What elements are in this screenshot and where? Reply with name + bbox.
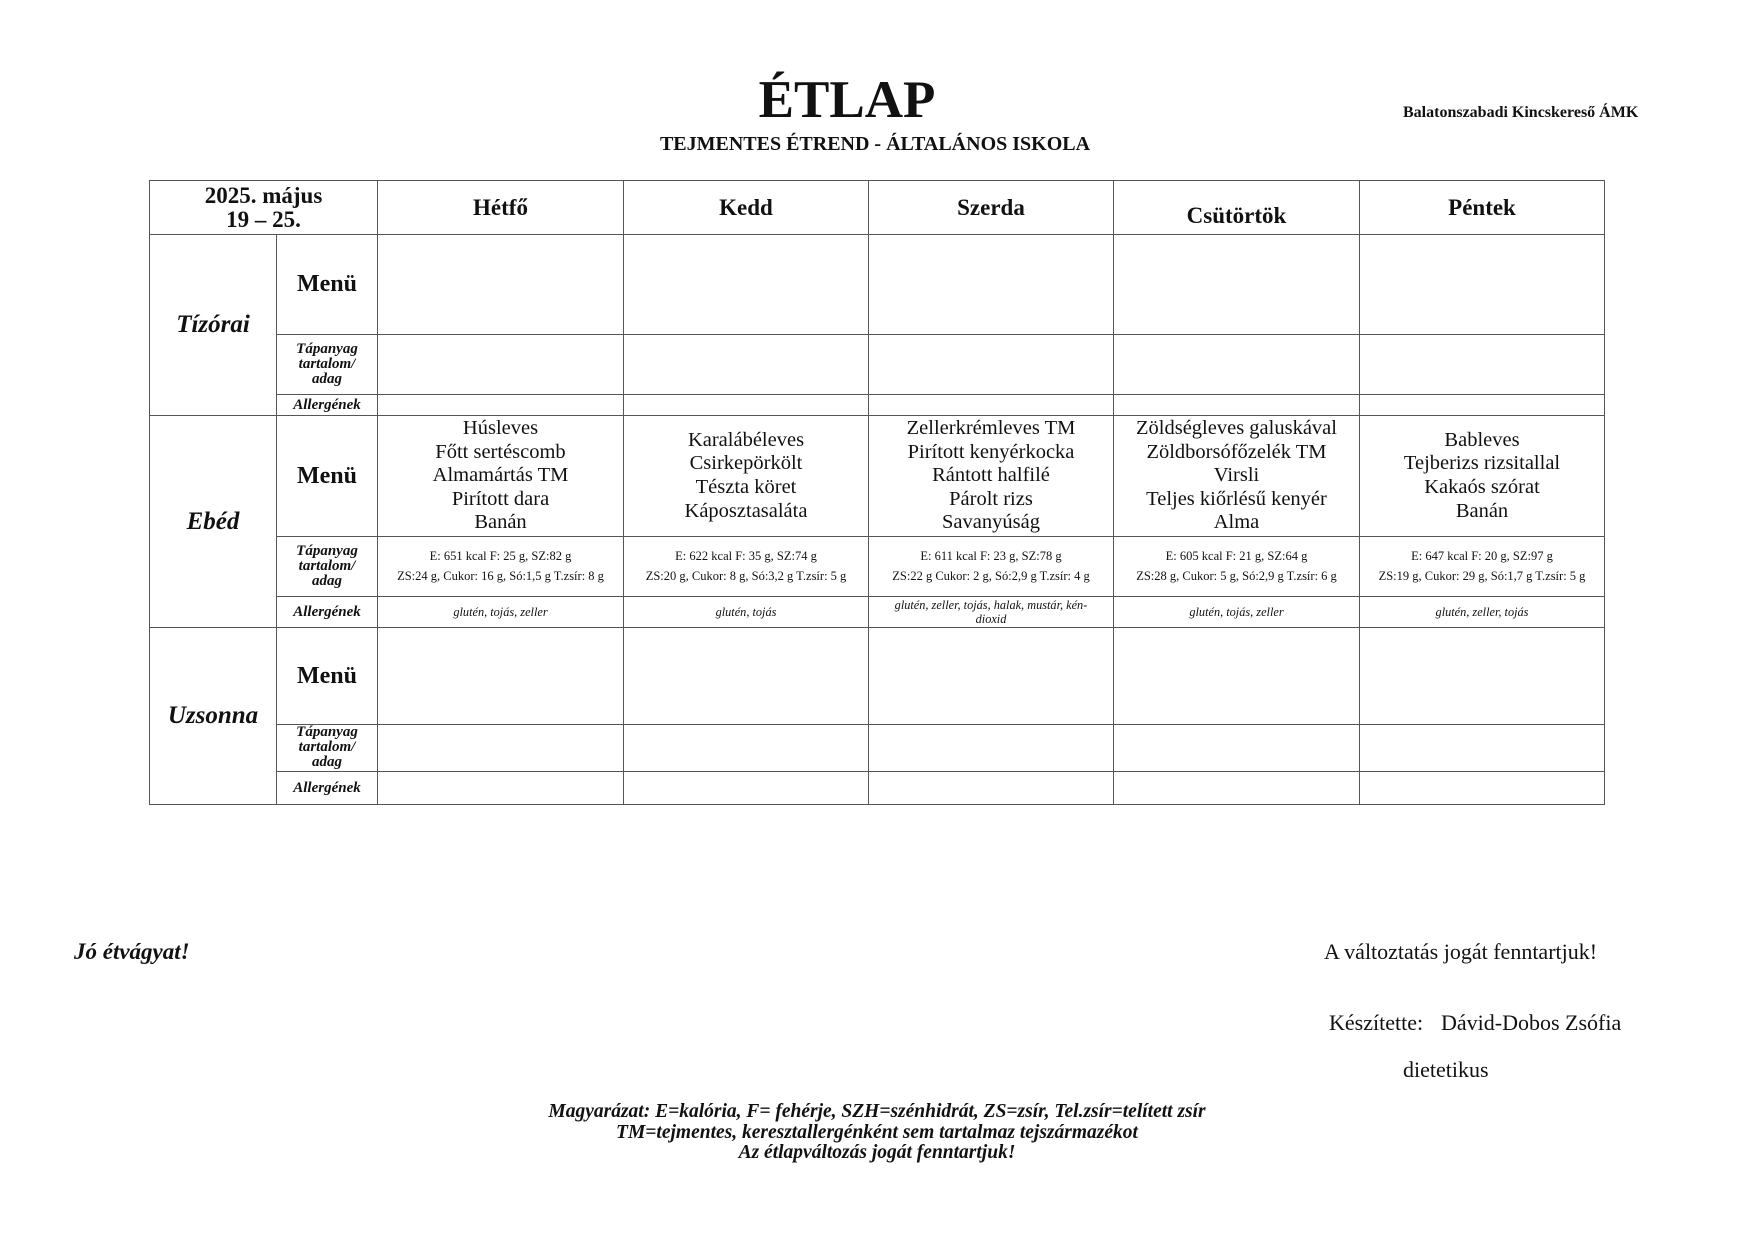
menu-cell (869, 628, 1114, 725)
header-row (150, 181, 1605, 235)
menu-item: Tészta köret (695, 476, 797, 498)
nutrients-cell (869, 537, 1114, 597)
table-row (150, 416, 1605, 537)
menu-cell (869, 235, 1114, 335)
day-label: Szerda (957, 194, 1025, 220)
menu-item: Teljes kiőrlésű kenyér (1146, 487, 1327, 510)
allergens-cell (1360, 772, 1605, 805)
menu-item: Alma (1213, 511, 1260, 534)
nutrients-cell (1360, 725, 1605, 772)
prepared-by-role: dietetikus (1403, 1057, 1489, 1082)
menu-cell (378, 416, 624, 537)
month-label: 2025. május (204, 183, 323, 208)
meal-name-morning-snack: Tízórai (150, 235, 277, 416)
document-subtitle: TEJMENTES ÉTREND - ÁLTALÁNOS ISKOLA (659, 133, 1091, 155)
menu-item: Kakaós szórat (1424, 476, 1540, 498)
menu-item: Zöldborsófőzelék TM (1146, 440, 1327, 463)
row-label-allergens-cell (277, 772, 378, 805)
table-row (150, 395, 1605, 416)
day-header-monday (378, 181, 624, 235)
nutrients-cell (624, 537, 869, 597)
row-label-menu: Menü (297, 462, 357, 489)
meal-name-lunch: Ebéd (150, 416, 277, 628)
legend-line: Az étlapváltozás jogát fenntartjuk! (738, 1142, 1016, 1163)
day-header-tuesday (624, 181, 869, 235)
nutrients-cell (378, 335, 624, 395)
allergens-cell (378, 395, 624, 416)
day-label: Hétfő (473, 194, 528, 220)
nutrient-line: E: 605 kcal F: 21 g, SZ:64 g (1165, 549, 1308, 563)
row-label-menu: Menü (297, 271, 357, 297)
row-label-menu-cell (277, 235, 378, 335)
menu-item: Virsli (1213, 464, 1260, 487)
menu-item: Almamártás TM (432, 464, 569, 487)
menu-item: Savanyúság (942, 511, 1040, 534)
row-label-allergens: Allergének (293, 780, 361, 796)
menu-item: Káposztasaláta (684, 499, 808, 522)
nutrients-cell (378, 537, 624, 597)
nutrients-cell (1114, 335, 1360, 395)
row-label-nutrients: Tápanyag tartalom/ adag (296, 340, 358, 387)
nutrient-line: E: 611 kcal F: 23 g, SZ:78 g (920, 549, 1062, 563)
row-label-menu-cell (277, 628, 378, 725)
nutrient-line: E: 622 kcal F: 35 g, SZ:74 g (675, 549, 817, 563)
menu-cell (378, 235, 624, 335)
nutrient-line: ZS:28 g, Cukor: 5 g, Só:2,9 g T.zsír: 6 g (1136, 568, 1337, 583)
allergens-cell (869, 772, 1114, 805)
menu-cell (1114, 235, 1360, 335)
menu-cell (1114, 628, 1360, 725)
row-label-nutrients-cell (277, 725, 378, 772)
menu-item: Csirkepörkölt (689, 452, 803, 475)
menu-item: Zellerkrémleves TM (906, 417, 1076, 440)
menu-cell (869, 416, 1114, 537)
abbreviation-legend (300, 1102, 1454, 1164)
menu-item: Karalábéleves (687, 428, 805, 451)
allergens-cell (624, 772, 869, 805)
day-header-wednesday (869, 181, 1114, 235)
nutrients-cell (378, 725, 624, 772)
menu-item: Tejberizs rizsitallal (1403, 452, 1561, 475)
nutrients-cell (624, 335, 869, 395)
nutrients-cell (869, 335, 1114, 395)
row-label-nutrients: Tápanyag tartalom/ adag (296, 542, 358, 589)
nutrients-cell (869, 725, 1114, 772)
date-range-cell (150, 181, 378, 235)
allergens-cell: glutén, tojás, zeller (1114, 597, 1360, 628)
menu-cell (378, 628, 624, 725)
nutrient-line: ZS:24 g, Cukor: 16 g, Só:1,5 g T.zsír: 8 g (397, 568, 604, 583)
legend-line: TM=tejmentes, keresztallergénként sem tartalmaz tejszármazékot (616, 1121, 1138, 1143)
row-label-nutrients-cell (277, 335, 378, 395)
nutrient-line: E: 651 kcal F: 25 g, SZ:82 g (429, 549, 572, 563)
menu-cell (1360, 628, 1605, 725)
nutrients-cell (1114, 725, 1360, 772)
legend-line: Magyarázat: E=kalória, F= fehérje, SZH=szénhidrát, ZS=zsír, Tel.zsír=telített zsír (548, 1101, 1206, 1122)
row-label-nutrients-cell (277, 537, 378, 597)
row-label-allergens: Allergének (293, 604, 361, 620)
nutrients-cell (1360, 335, 1605, 395)
greeting-text: Jó étvágyat! (74, 939, 190, 964)
nutrient-line: E: 647 kcal F: 20 g, SZ:97 g (1411, 549, 1553, 563)
prepared-by-name: Dávid-Dobos Zsófia (1441, 1010, 1622, 1035)
day-label: Péntek (1448, 194, 1516, 220)
prepared-by-label: Készítette: (1329, 1010, 1424, 1035)
row-label-allergens-cell (277, 395, 378, 416)
allergens-cell (869, 395, 1114, 416)
menu-cell (1114, 416, 1360, 537)
allergens-cell: glutén, zeller, tojás, halak, mustár, kén-dioxid (869, 597, 1114, 628)
menu-cell (624, 235, 869, 335)
menu-item: Pirított kenyérkocka (907, 440, 1075, 463)
nutrients-cell (624, 725, 869, 772)
allergens-cell: glutén, tojás, zeller (378, 597, 624, 628)
menu-cell (1360, 416, 1605, 537)
date-range: 19 – 25. (226, 206, 301, 232)
allergens-cell: glutén, zeller, tojás (1360, 597, 1605, 628)
weekly-menu-table (149, 180, 1605, 805)
nutrient-line: ZS:19 g, Cukor: 29 g, Só:1,7 g T.zsír: 5 g (1378, 568, 1586, 583)
table-row (150, 597, 1605, 628)
allergens-cell (1114, 772, 1360, 805)
row-label-menu: Menü (297, 662, 357, 689)
menu-item: Párolt rizs (949, 487, 1033, 510)
day-header-thursday (1114, 181, 1360, 235)
allergens-cell (624, 395, 869, 416)
day-label: Csütörtök (1186, 202, 1287, 228)
nutrient-line: ZS:20 g, Cukor: 8 g, Só:3,2 g T.zsír: 5 g (645, 568, 847, 583)
row-label-menu-cell (277, 416, 378, 537)
menu-cell (624, 416, 869, 537)
row-label-allergens: Allergének (293, 397, 361, 413)
disclaimer-text: A változtatás jogát fenntartjuk! (1324, 939, 1598, 964)
row-label-allergens-cell (277, 597, 378, 628)
menu-cell (1360, 235, 1605, 335)
menu-item: Banán (1455, 499, 1509, 522)
menu-item: Főtt sertéscomb (435, 440, 566, 463)
menu-item: Rántott halfilé (932, 464, 1050, 487)
day-header-friday (1360, 181, 1605, 235)
allergens-cell: glutén, tojás (624, 597, 869, 628)
table-row (150, 772, 1605, 805)
table-row (150, 235, 1605, 335)
nutrients-cell (1360, 537, 1605, 597)
menu-item: Húsleves (462, 417, 539, 440)
institution-name: Balatonszabadi Kincskereső ÁMK (1403, 104, 1639, 121)
allergens-cell (1114, 395, 1360, 416)
meal-name-afternoon-snack: Uzsonna (150, 628, 277, 805)
table-row (150, 335, 1605, 395)
table-row (150, 537, 1605, 597)
allergens-cell (1360, 395, 1605, 416)
allergens-cell (378, 772, 624, 805)
menu-item: Banán (474, 511, 527, 534)
nutrient-line: ZS:22 g Cukor: 2 g, Só:2,9 g T.zsír: 4 g (892, 568, 1090, 583)
nutrients-cell (1114, 537, 1360, 597)
day-label: Kedd (719, 194, 773, 220)
row-label-nutrients: Tápanyag tartalom/ adag (296, 724, 358, 770)
menu-item: Zöldségleves galuskával (1136, 417, 1337, 440)
menu-cell (624, 628, 869, 725)
menu-item: Bableves (1444, 428, 1520, 451)
menu-item: Pirított dara (451, 487, 550, 510)
document-title: ÉTLAP (758, 71, 936, 129)
table-row (150, 628, 1605, 725)
menu-body (150, 235, 1605, 805)
table-row (150, 725, 1605, 772)
